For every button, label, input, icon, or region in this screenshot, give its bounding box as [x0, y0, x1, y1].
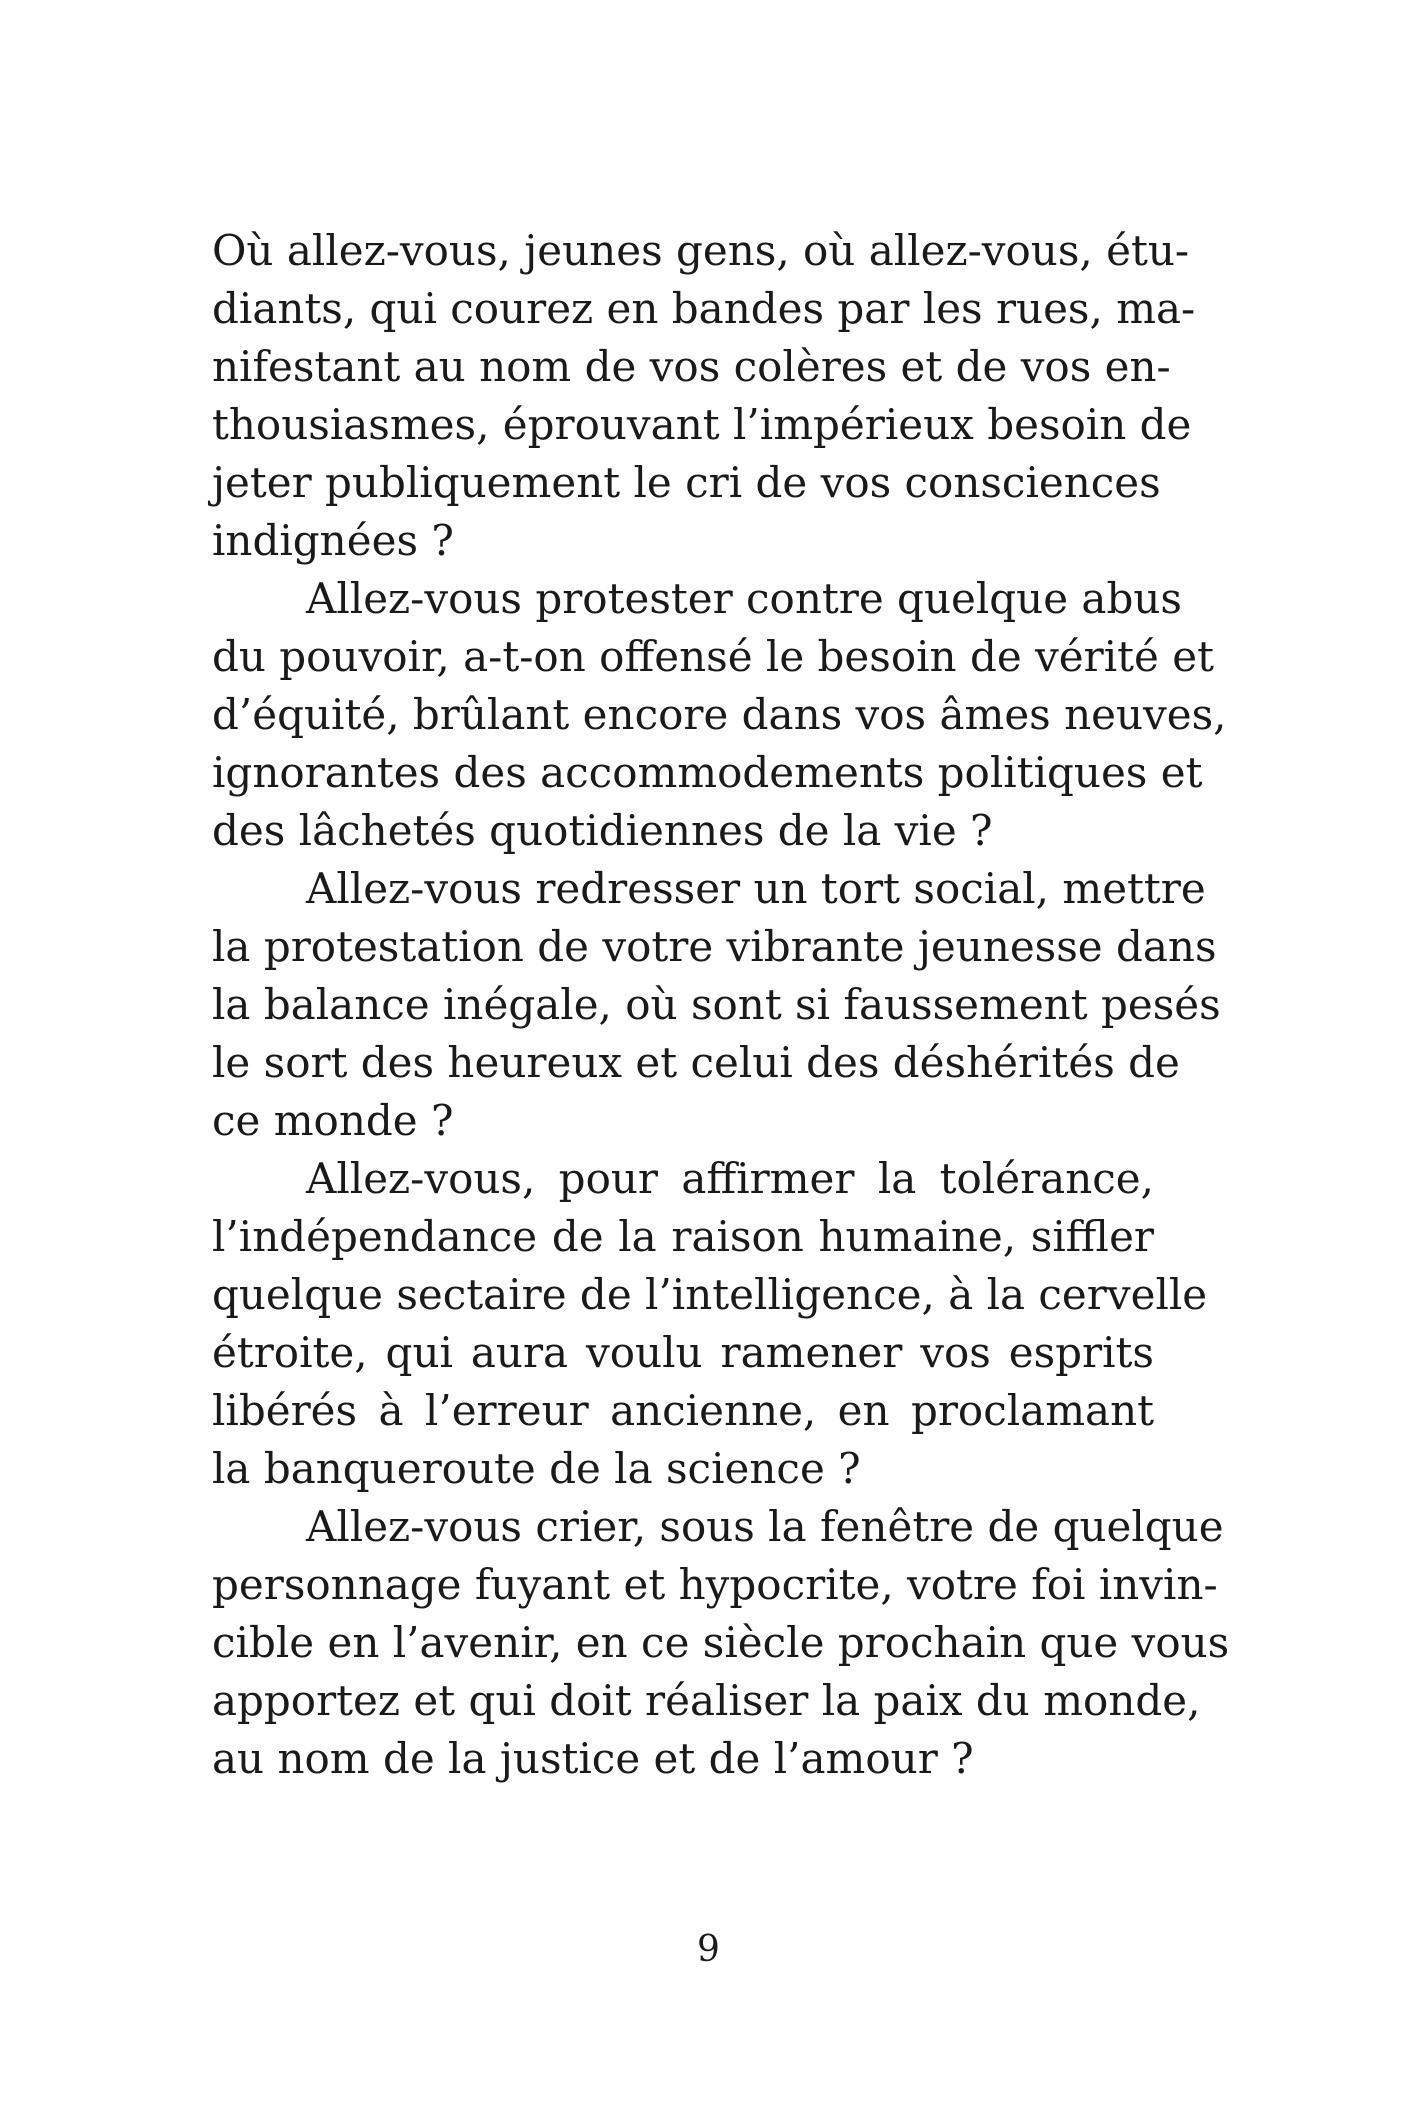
text-line: cible en l’avenir, en ce siècle prochain que vous	[212, 1618, 1230, 1667]
text-line: indignées ?	[212, 516, 454, 565]
text-line: des lâchetés quotidiennes de la vie ?	[212, 806, 993, 855]
text-line: la banqueroute de la science ?	[212, 1444, 861, 1493]
text-line: quelque sectaire de l’intelligence, à la cervelle	[212, 1270, 1208, 1319]
text-line: d’équité, brûlant encore dans vos âmes neuves,	[212, 690, 1227, 739]
text-line: libérés à l’erreur ancienne, en proclamant	[212, 1386, 1154, 1435]
text-line: la protestation de votre vibrante jeunesse dans	[212, 922, 1217, 971]
paragraph-3	[212, 860, 1221, 1150]
text-line: jeter publiquement le cri de vos consciences	[212, 458, 1161, 507]
text-line: ignorantes des accommodements politiques et	[212, 748, 1203, 797]
text-line: au nom de la justice et de l’amour ?	[212, 1734, 974, 1783]
text-line: diants, qui courez en bandes par les rues, ma-	[212, 284, 1196, 333]
text-line: du pouvoir, a-t-on offensé le besoin de vérité et	[212, 632, 1214, 681]
text-line: apportez et qui doit réaliser la paix du monde,	[212, 1676, 1201, 1725]
text-line: Allez-vous redresser un tort social, mettre	[306, 864, 1206, 913]
text-line: l’indépendance de la raison humaine, siffler	[212, 1212, 1154, 1261]
text-line: Allez-vous crier, sous la fenêtre de quelque	[306, 1502, 1224, 1551]
text-line: Où allez-vous, jeunes gens, où allez-vous, étu-	[212, 226, 1190, 275]
paragraph-5	[212, 1498, 1230, 1788]
text-line: le sort des heureux et celui des déshérités de	[212, 1038, 1180, 1087]
text-line: personnage fuyant et hypocrite, votre foi invin-	[212, 1560, 1218, 1609]
paragraph-2	[212, 570, 1227, 860]
text-line: ce monde ?	[212, 1096, 454, 1145]
text-line: étroite, qui aura voulu ramener vos esprits	[212, 1328, 1154, 1377]
paragraph-1	[212, 222, 1196, 570]
page-number: 9	[697, 1929, 720, 1970]
text-line: la balance inégale, où sont si faussement pesés	[212, 980, 1221, 1029]
text-line: Allez-vous protester contre quelque abus	[306, 574, 1182, 623]
text-line: Allez-vous, pour affirmer la tolérance,	[306, 1154, 1154, 1203]
text-line: thousiasmes, éprouvant l’impérieux besoin de	[212, 400, 1192, 449]
body-text	[212, 222, 1230, 1788]
paragraph-4	[212, 1150, 1208, 1498]
text-line: nifestant au nom de vos colères et de vos en-	[212, 342, 1171, 391]
